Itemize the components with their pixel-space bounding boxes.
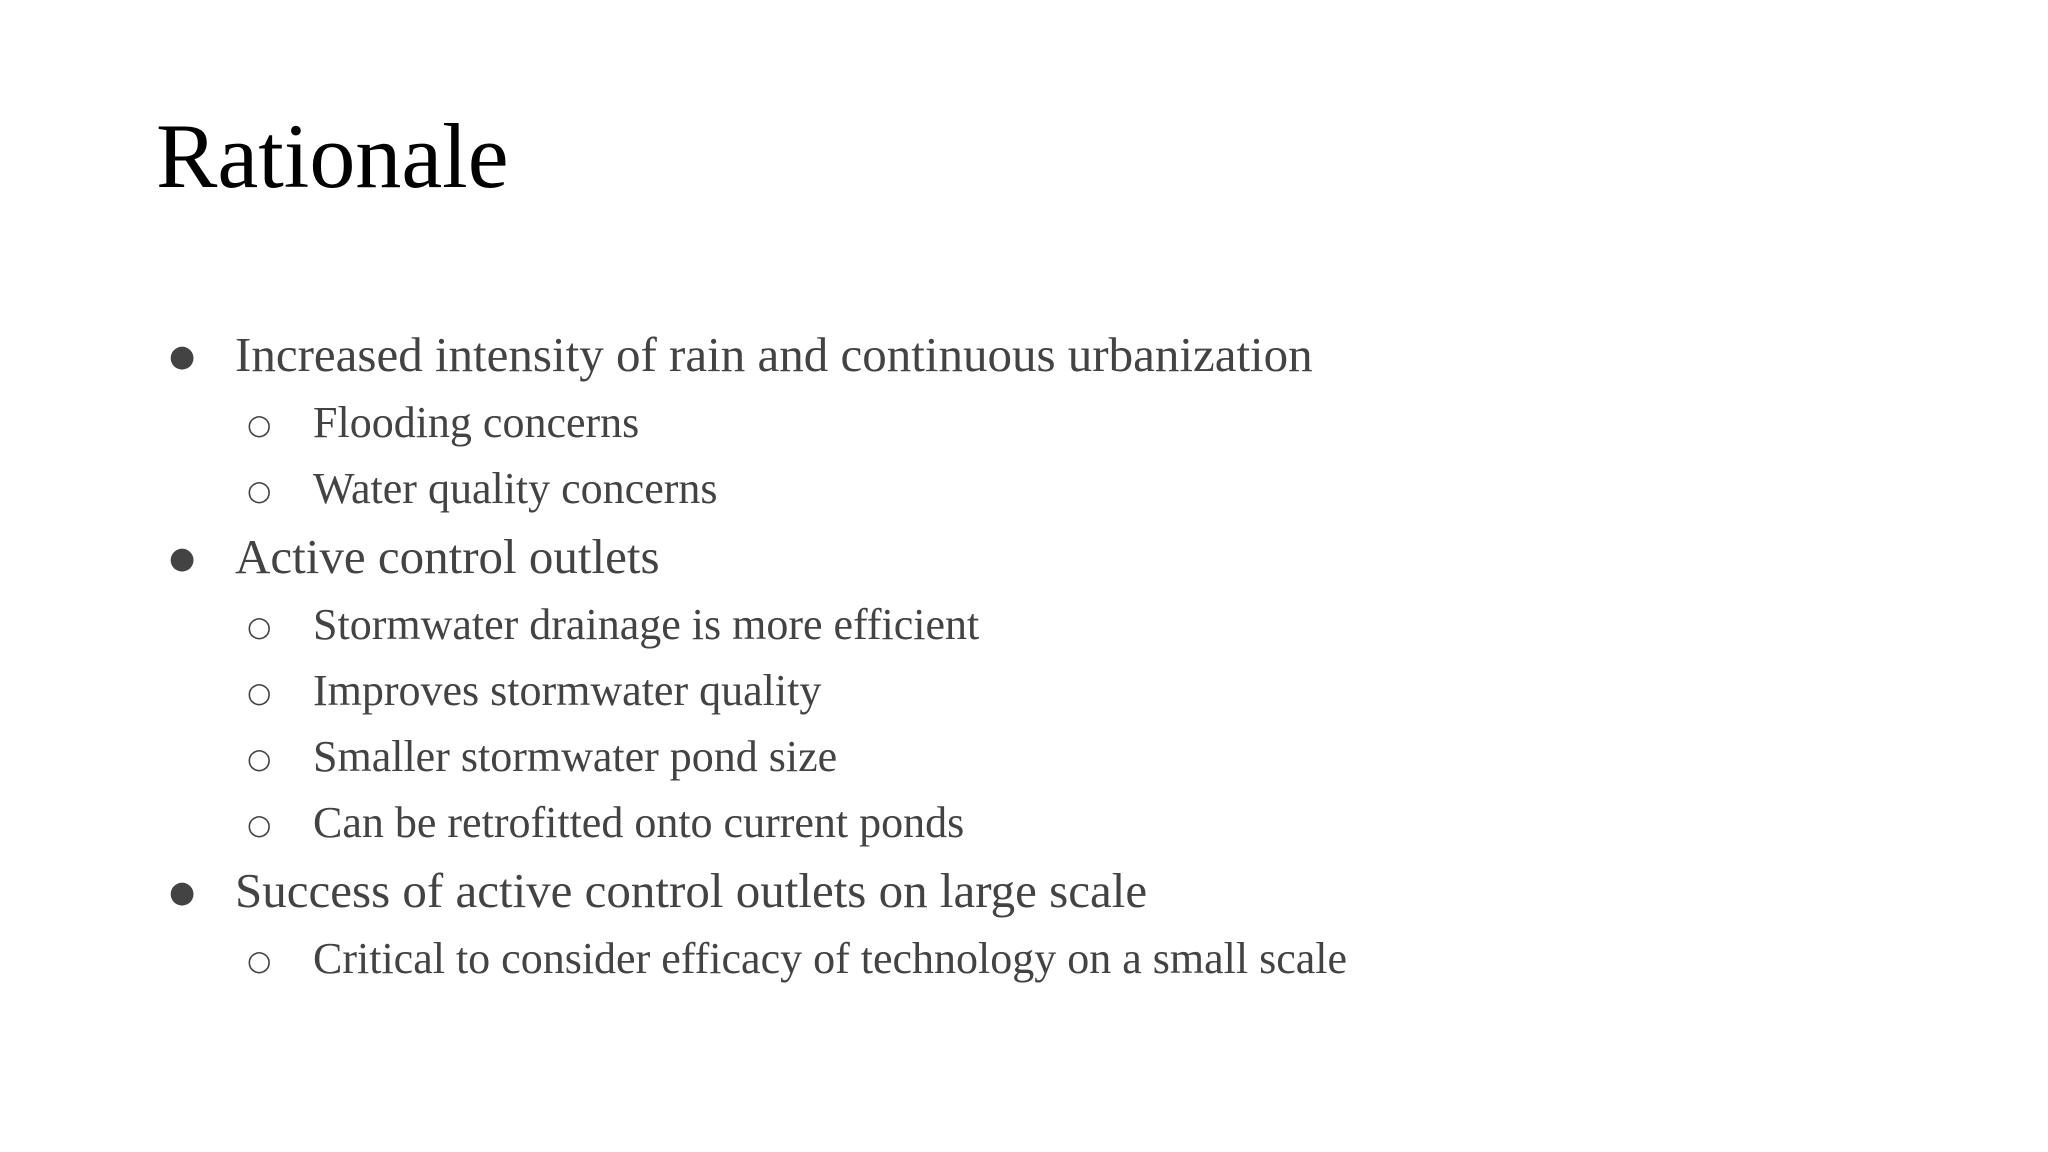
sub-bullet-text: Improves stormwater quality [313, 666, 822, 715]
bullet-item [169, 529, 660, 584]
slide-title: Rationale [156, 105, 509, 207]
sub-bullet-item [247, 732, 838, 781]
sub-bullet-text: Water quality concerns [313, 464, 718, 513]
hollow-circle-bullet-icon: ○ [247, 610, 272, 643]
sub-bullet-text: Flooding concerns [313, 398, 640, 447]
sub-bullet-text: Can be retrofitted onto current ponds [313, 798, 965, 847]
sub-bullet-item [247, 934, 1348, 983]
filled-circle-bullet-icon: ● [169, 339, 196, 374]
hollow-circle-bullet-icon: ○ [247, 676, 272, 709]
sub-bullet-text: Stormwater drainage is more efficient [313, 600, 980, 649]
bullet-item [169, 327, 1313, 382]
hollow-circle-bullet-icon: ○ [247, 408, 272, 441]
hollow-circle-bullet-icon: ○ [247, 808, 272, 841]
sub-bullet-item [247, 464, 718, 513]
filled-circle-bullet-icon: ● [169, 541, 196, 576]
hollow-circle-bullet-icon: ○ [247, 944, 272, 977]
hollow-circle-bullet-icon: ○ [247, 742, 272, 775]
bullet-text: Increased intensity of rain and continuous urbanization [235, 327, 1313, 382]
sub-bullet-item [247, 398, 640, 447]
sub-bullet-item [247, 666, 822, 715]
sub-bullet-text: Smaller stormwater pond size [313, 732, 838, 781]
hollow-circle-bullet-icon: ○ [247, 474, 272, 507]
bullet-text: Success of active control outlets on large scale [235, 863, 1148, 918]
sub-bullet-item [247, 600, 980, 649]
sub-bullet-item [247, 798, 965, 847]
bullet-text: Active control outlets [235, 529, 660, 584]
sub-bullet-text: Critical to consider efficacy of technology on a small scale [313, 934, 1348, 983]
bullet-item [169, 863, 1148, 918]
filled-circle-bullet-icon: ● [169, 875, 196, 910]
